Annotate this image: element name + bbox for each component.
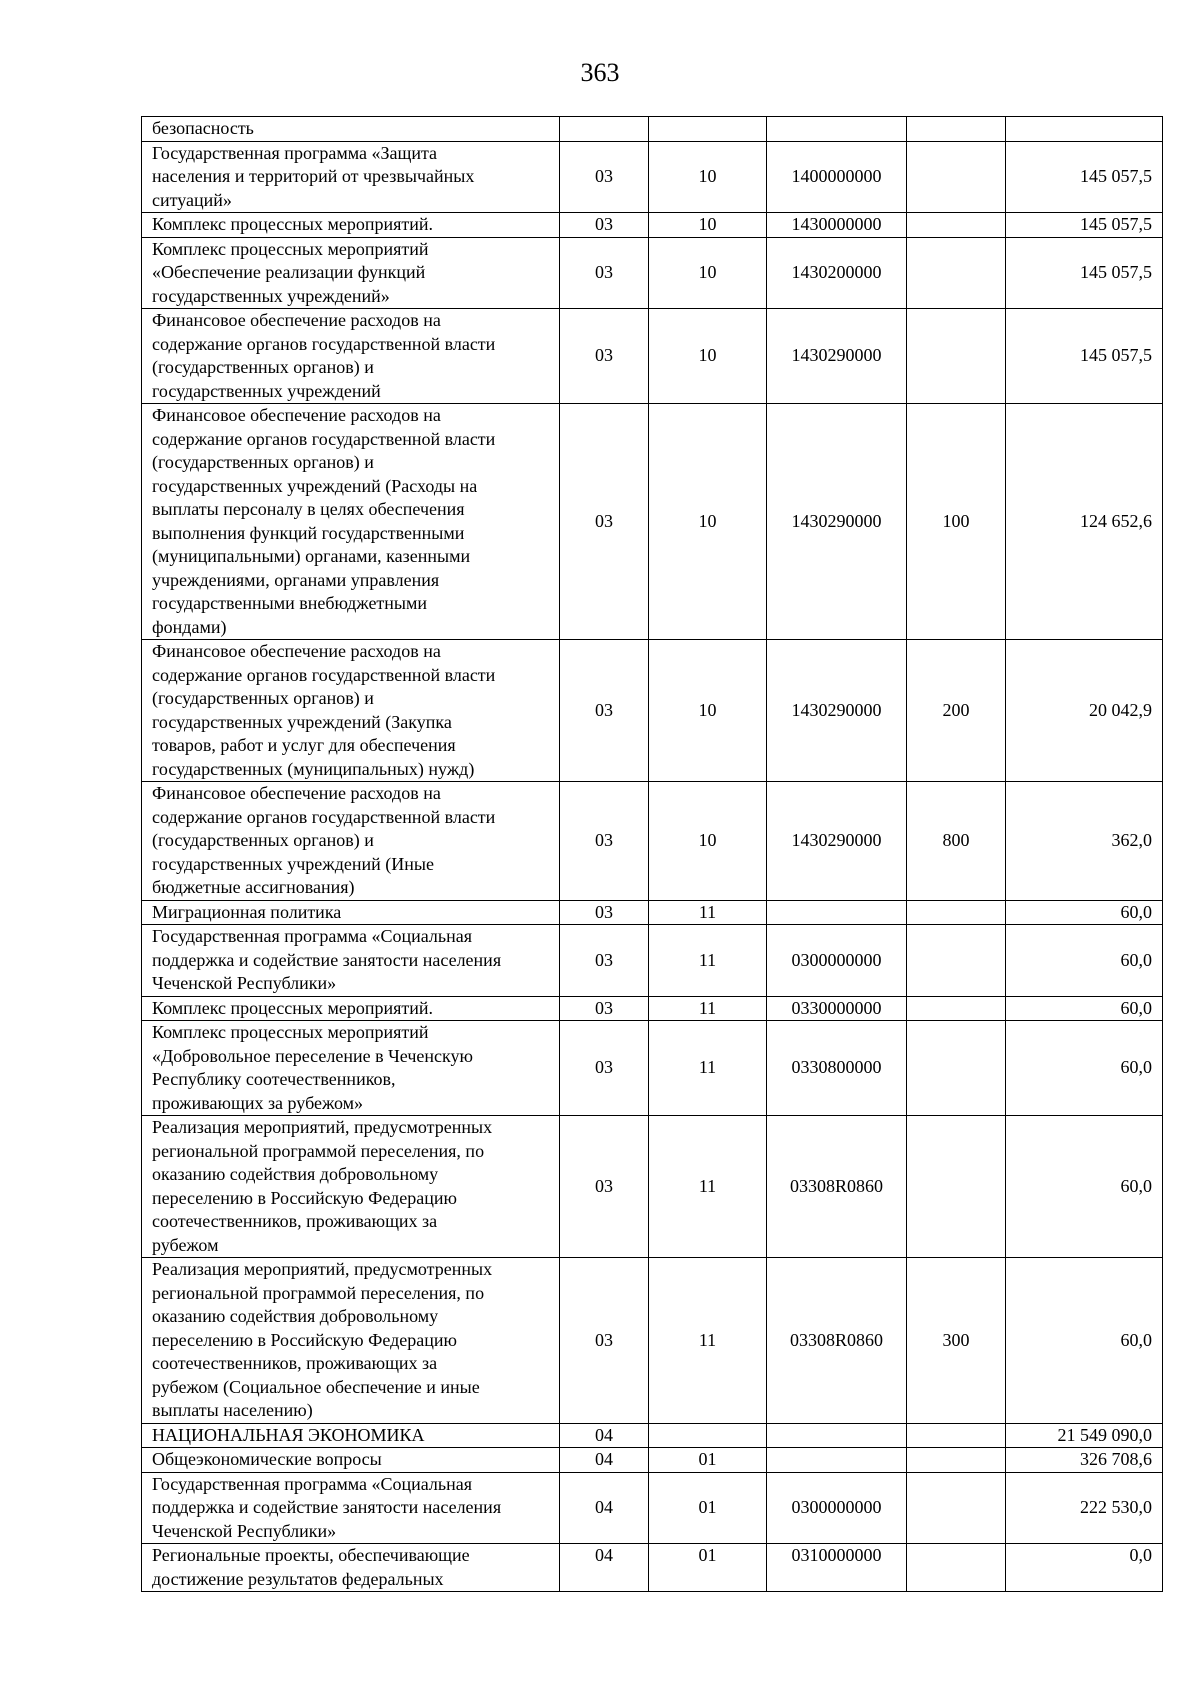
expense-type-cell (907, 996, 1006, 1021)
section-code-cell (560, 117, 649, 142)
target-article-cell (767, 900, 907, 925)
target-article-cell (767, 1448, 907, 1473)
subsection-code-cell: 10 (649, 404, 767, 640)
row-name-line: Комплекс процессных мероприятий. (152, 997, 434, 1018)
expense-type-cell (907, 213, 1006, 238)
row-name-cell (142, 404, 560, 640)
amount-cell: 60,0 (1006, 1258, 1163, 1424)
row-name-line: оказанию содействия добровольному (152, 1306, 439, 1326)
table-row (142, 640, 1163, 782)
section-code-cell: 03 (560, 1021, 649, 1116)
row-name-cell (142, 1472, 560, 1544)
expense-type-cell (907, 237, 1006, 309)
target-article-cell (767, 1423, 907, 1448)
subsection-code-cell: 11 (649, 996, 767, 1021)
row-name-line: соотечественников, проживающих за (152, 1211, 438, 1231)
subsection-code-cell (649, 1423, 767, 1448)
row-name-line: «Добровольное переселение в Чеченскую (152, 1045, 473, 1066)
row-name-line: НАЦИОНАЛЬНАЯ ЭКОНОМИКА (152, 1424, 425, 1445)
row-name-line: содержание органов государственной власти (152, 333, 496, 354)
row-name-line: ситуаций» (152, 189, 232, 210)
row-name-line: Региональные проекты, обеспечивающие (152, 1545, 470, 1565)
amount-cell: 145 057,5 (1006, 141, 1163, 213)
target-article-cell: 1430290000 (767, 309, 907, 404)
amount-cell: 60,0 (1006, 925, 1163, 997)
row-name-line: Финансовое обеспечение расходов на (152, 310, 441, 330)
row-name-line: Реализация мероприятий, предусмотренных (152, 1117, 493, 1137)
amount-cell: 145 057,5 (1006, 237, 1163, 309)
amount-cell (1006, 117, 1163, 142)
row-name-line: государственных учреждений (Закупка (152, 711, 452, 732)
row-name-line: товаров, работ и услуг для обеспечения (152, 735, 456, 755)
table-row (142, 237, 1163, 309)
table-row (142, 1258, 1163, 1424)
row-name-line: Государственная программа «Социальная (152, 1473, 472, 1494)
target-article-cell: 0300000000 (767, 1472, 907, 1544)
row-name-cell (142, 1544, 560, 1592)
row-name-line: поддержка и содействие занятости населения (152, 1497, 502, 1517)
row-name-line: бюджетные ассигнования) (152, 877, 355, 897)
expense-type-cell: 200 (907, 640, 1006, 782)
amount-cell: 0,0 (1006, 1544, 1163, 1592)
section-code-cell: 04 (560, 1448, 649, 1473)
row-name-line: учреждениями, органами управления (152, 569, 440, 590)
budget-table-body (142, 117, 1163, 1592)
subsection-code-cell: 10 (649, 640, 767, 782)
row-name-line: Финансовое обеспечение расходов на (152, 405, 441, 425)
expense-type-cell: 800 (907, 782, 1006, 901)
row-name-cell (142, 1423, 560, 1448)
section-code-cell: 03 (560, 1258, 649, 1424)
row-name-line: Чеченской Республики» (152, 1520, 337, 1541)
target-article-cell: 1430000000 (767, 213, 907, 238)
row-name-line: государственных учреждений (Иные (152, 853, 434, 874)
target-article-cell: 1430290000 (767, 782, 907, 901)
amount-cell: 222 530,0 (1006, 1472, 1163, 1544)
amount-cell: 60,0 (1006, 1021, 1163, 1116)
row-name-cell (142, 925, 560, 997)
row-name-cell (142, 141, 560, 213)
section-code-cell: 03 (560, 213, 649, 238)
section-code-cell: 04 (560, 1544, 649, 1592)
row-name-line: населения и территорий от чрезвычайных (152, 166, 475, 186)
amount-cell: 60,0 (1006, 900, 1163, 925)
row-name-line: (государственных органов) и (152, 830, 374, 850)
row-name-line: Комплекс процессных мероприятий (152, 1022, 429, 1042)
expense-type-cell: 300 (907, 1258, 1006, 1424)
row-name-line: государственных (муниципальных) нужд) (152, 758, 475, 779)
amount-cell: 326 708,6 (1006, 1448, 1163, 1473)
section-code-cell: 04 (560, 1423, 649, 1448)
section-code-cell: 03 (560, 925, 649, 997)
row-name-line: выполнения функций государственными (152, 522, 465, 543)
table-row (142, 117, 1163, 142)
subsection-code-cell: 01 (649, 1472, 767, 1544)
section-code-cell: 03 (560, 237, 649, 309)
row-name-line: (государственных органов) и (152, 452, 374, 472)
row-name-line: Реализация мероприятий, предусмотренных (152, 1259, 493, 1279)
budget-table (141, 116, 1163, 1592)
row-name-line: содержание органов государственной власти (152, 806, 496, 827)
target-article-cell: 1400000000 (767, 141, 907, 213)
amount-cell: 124 652,6 (1006, 404, 1163, 640)
section-code-cell: 03 (560, 404, 649, 640)
target-article-cell: 1430200000 (767, 237, 907, 309)
section-code-cell: 03 (560, 782, 649, 901)
row-name-cell (142, 782, 560, 901)
row-name-line: региональной программой переселения, по (152, 1282, 485, 1303)
row-name-line: (муниципальными) органами, казенными (152, 546, 471, 566)
row-name-line: Чеченской Республики» (152, 973, 337, 993)
row-name-line: государственными внебюджетными (152, 593, 428, 613)
row-name-line: региональной программой переселения, по (152, 1140, 485, 1161)
row-name-line: Комплекс процессных мероприятий (152, 238, 429, 259)
section-code-cell: 03 (560, 309, 649, 404)
target-article-cell: 0330000000 (767, 996, 907, 1021)
row-name-line: (государственных органов) и (152, 357, 374, 377)
row-name-cell (142, 1448, 560, 1473)
row-name-line: Государственная программа «Защита (152, 142, 438, 163)
expense-type-cell (907, 1116, 1006, 1258)
row-name-line: безопасность (152, 118, 254, 138)
amount-cell: 20 042,9 (1006, 640, 1163, 782)
subsection-code-cell: 11 (649, 925, 767, 997)
row-name-line: Миграционная политика (152, 901, 342, 922)
amount-cell: 362,0 (1006, 782, 1163, 901)
row-name-line: соотечественников, проживающих за (152, 1353, 438, 1373)
target-article-cell: 0330800000 (767, 1021, 907, 1116)
row-name-line: выплаты персоналу в целях обеспечения (152, 499, 465, 519)
subsection-code-cell: 10 (649, 213, 767, 238)
expense-type-cell (907, 900, 1006, 925)
amount-cell: 60,0 (1006, 996, 1163, 1021)
target-article-cell: 03308R0860 (767, 1116, 907, 1258)
row-name-line: «Обеспечение реализации функций (152, 262, 426, 282)
table-row (142, 1423, 1163, 1448)
subsection-code-cell: 01 (649, 1544, 767, 1592)
table-row (142, 1116, 1163, 1258)
expense-type-cell (907, 1448, 1006, 1473)
subsection-code-cell: 10 (649, 782, 767, 901)
row-name-cell (142, 1021, 560, 1116)
row-name-line: (государственных органов) и (152, 688, 374, 708)
subsection-code-cell: 11 (649, 1116, 767, 1258)
row-name-line: оказанию содействия добровольному (152, 1164, 439, 1184)
target-article-cell: 1430290000 (767, 404, 907, 640)
row-name-cell (142, 640, 560, 782)
expense-type-cell (907, 141, 1006, 213)
row-name-cell (142, 996, 560, 1021)
row-name-line: государственных учреждений (Расходы на (152, 475, 478, 496)
row-name-line: государственных учреждений (152, 380, 381, 401)
table-row (142, 996, 1163, 1021)
row-name-line: содержание органов государственной власти (152, 664, 496, 685)
table-row (142, 1021, 1163, 1116)
table-row (142, 925, 1163, 997)
subsection-code-cell: 10 (649, 237, 767, 309)
expense-type-cell (907, 1423, 1006, 1448)
section-code-cell: 04 (560, 1472, 649, 1544)
row-name-line: выплаты населению) (152, 1400, 313, 1420)
table-row (142, 404, 1163, 640)
section-code-cell: 03 (560, 640, 649, 782)
subsection-code-cell: 10 (649, 141, 767, 213)
subsection-code-cell: 10 (649, 309, 767, 404)
row-name-cell (142, 309, 560, 404)
table-row (142, 213, 1163, 238)
row-name-line: Общеэкономические вопросы (152, 1449, 382, 1469)
row-name-line: рубежом (152, 1234, 219, 1255)
row-name-line: Республику соотечественников, (152, 1069, 396, 1089)
page-number: 363 (580, 58, 620, 87)
target-article-cell (767, 117, 907, 142)
row-name-line: переселению в Российскую Федерацию (152, 1329, 457, 1350)
row-name-cell (142, 1116, 560, 1258)
subsection-code-cell (649, 117, 767, 142)
row-name-cell (142, 213, 560, 238)
table-row (142, 1448, 1163, 1473)
table-row (142, 309, 1163, 404)
row-name-line: Комплекс процессных мероприятий. (152, 214, 434, 234)
table-row (142, 782, 1163, 901)
target-article-cell: 03308R0860 (767, 1258, 907, 1424)
amount-cell: 145 057,5 (1006, 213, 1163, 238)
row-name-cell (142, 237, 560, 309)
expense-type-cell (907, 117, 1006, 142)
subsection-code-cell: 11 (649, 900, 767, 925)
section-code-cell: 03 (560, 900, 649, 925)
subsection-code-cell: 11 (649, 1021, 767, 1116)
table-row (142, 1472, 1163, 1544)
row-name-line: переселению в Российскую Федерацию (152, 1187, 457, 1208)
section-code-cell: 03 (560, 996, 649, 1021)
expense-type-cell: 100 (907, 404, 1006, 640)
row-name-line: достижение результатов федеральных (152, 1568, 444, 1589)
table-row (142, 900, 1163, 925)
expense-type-cell (907, 925, 1006, 997)
row-name-cell (142, 1258, 560, 1424)
target-article-cell: 1430290000 (767, 640, 907, 782)
amount-cell: 60,0 (1006, 1116, 1163, 1258)
amount-cell: 145 057,5 (1006, 309, 1163, 404)
target-article-cell: 0310000000 (767, 1544, 907, 1592)
expense-type-cell (907, 1544, 1006, 1592)
table-row (142, 141, 1163, 213)
expense-type-cell (907, 1021, 1006, 1116)
section-code-cell: 03 (560, 141, 649, 213)
row-name-line: фондами) (152, 616, 227, 637)
row-name-line: Финансовое обеспечение расходов на (152, 783, 441, 803)
row-name-line: Финансовое обеспечение расходов на (152, 641, 441, 661)
row-name-cell (142, 900, 560, 925)
row-name-cell (142, 117, 560, 142)
subsection-code-cell: 11 (649, 1258, 767, 1424)
row-name-line: рубежом (Социальное обеспечение и иные (152, 1376, 480, 1397)
row-name-line: содержание органов государственной власти (152, 428, 496, 449)
target-article-cell: 0300000000 (767, 925, 907, 997)
row-name-line: государственных учреждений» (152, 285, 390, 306)
amount-cell: 21 549 090,0 (1006, 1423, 1163, 1448)
expense-type-cell (907, 309, 1006, 404)
section-code-cell: 03 (560, 1116, 649, 1258)
table-row (142, 1544, 1163, 1592)
row-name-line: проживающих за рубежом» (152, 1092, 364, 1113)
subsection-code-cell: 01 (649, 1448, 767, 1473)
row-name-line: поддержка и содействие занятости населения (152, 949, 502, 970)
expense-type-cell (907, 1472, 1006, 1544)
row-name-line: Государственная программа «Социальная (152, 926, 472, 946)
